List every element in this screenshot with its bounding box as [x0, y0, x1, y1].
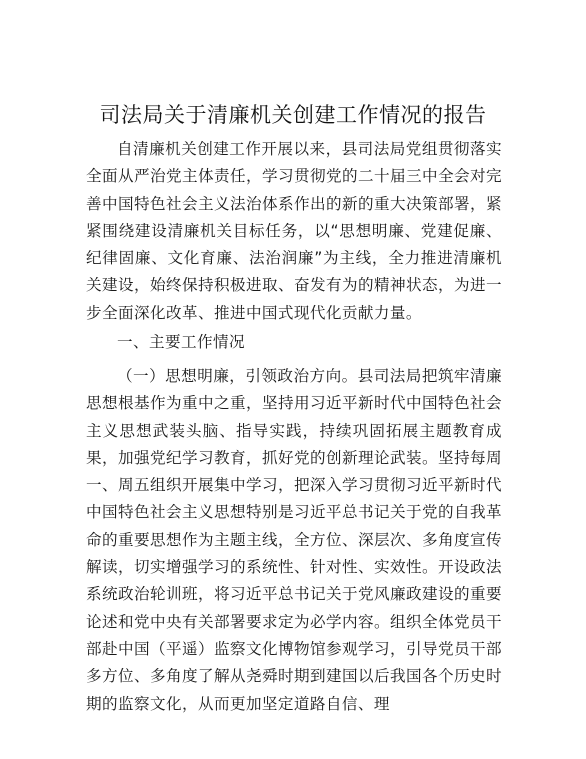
document-title: 司法局关于清廉机关创建工作情况的报告	[99, 103, 487, 127]
intro-paragraph: 自清廉机关创建工作开展以来，县司法局党组贯彻落实全面从严治党主体责任，学习贯彻党的二十届三中全会对完善中国特色社会主义法治体系作出的新的重大决策部署，紧紧围绕建设清廉机关目标任务，以“思想明廉、党建促廉、纪律固廉、文化育廉、法治润廉”为主线，全力推进清廉机关建设，始终保持积极进取、奋发有为的精神状态，为进一步全面深化改革、推进中国式现代化贡献力量。	[86, 140, 502, 322]
section-heading: 一、主要工作情况	[117, 333, 245, 351]
body-paragraph-1: （一）思想明廉，引领政治方向。县司法局把筑牢清廉思想根基作为重中之重，坚持用习近平新时代中国特色社会主义思想武装头脑、指导实践，持续巩固拓展主题教育成果，加强党纪学习教育，抓好党的创新理论武装。坚持每周一、周五组织开展集中学习，把深入学习贯彻习近平新时代中国特色社会主义思想特别是习近平总书记关于党的自我革命的重要思想作为主题主线，全方位、深层次、多角度宣传解读，切实增强学习的系统性、针对性、实效性。开设政法系统政治轮训班，将习近平总书记关于党风廉政建设的重要论述和党中央有关部署要求定为必学内容。组织全体党员干部赴中国（平遥）监察文化博物馆参观学习，引导党员干部多方位、多角度了解从尧舜时期到建国以后我国各个历史时期的监察文化，从而更加坚定道路自信、理	[86, 367, 502, 713]
